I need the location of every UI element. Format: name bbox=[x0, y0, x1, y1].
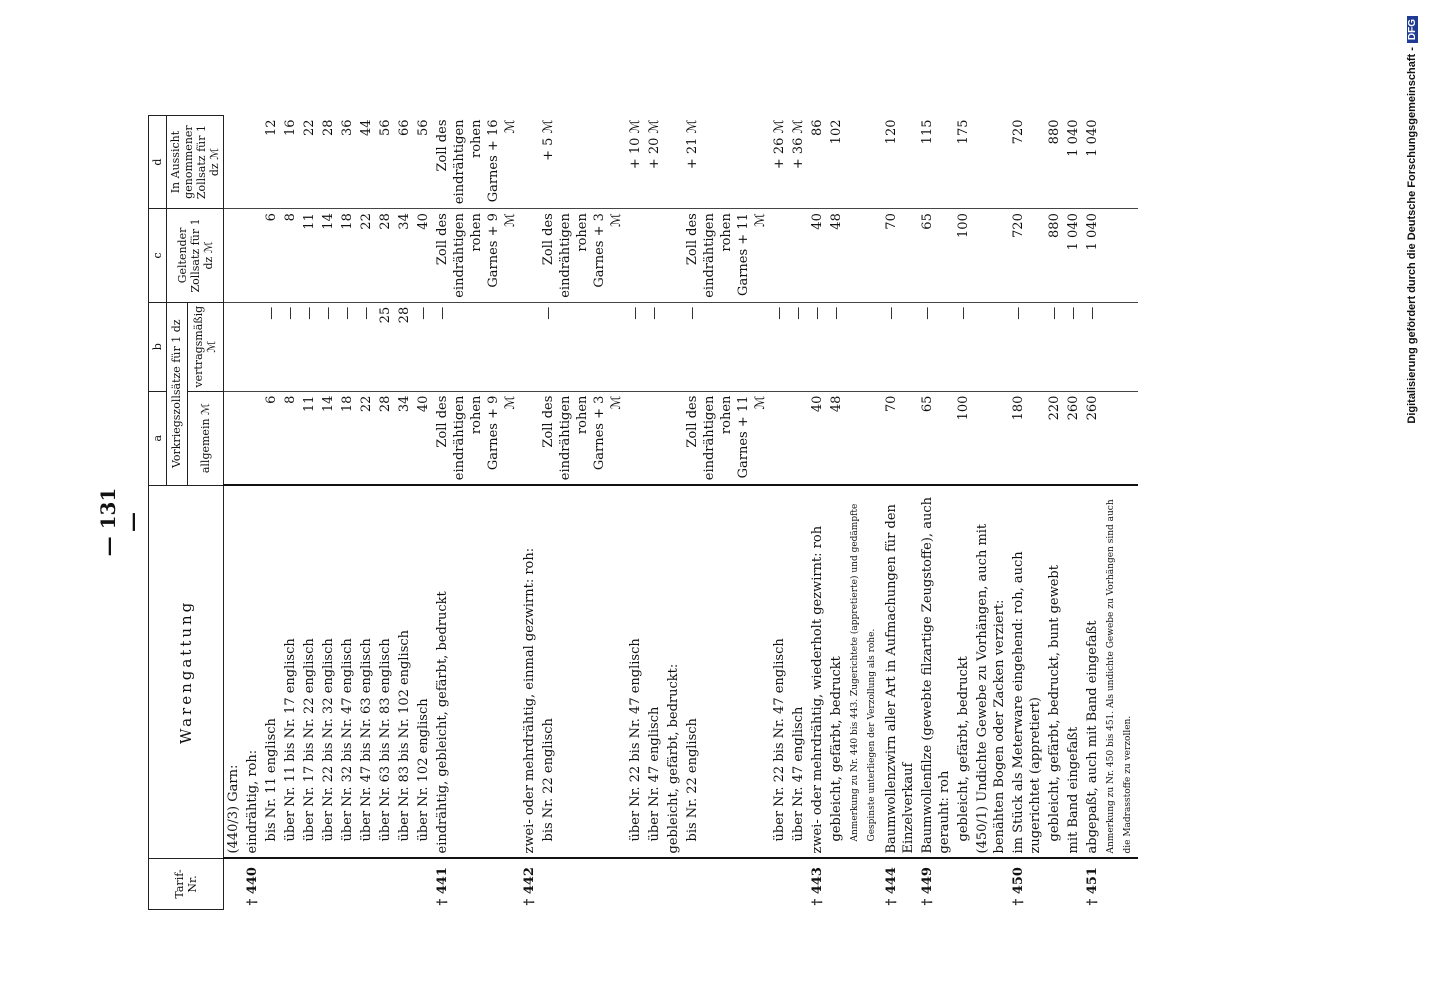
in-aussicht-cell: 12 bbox=[264, 119, 279, 137]
allgemein-cell bbox=[645, 391, 664, 485]
vertragsmaessig-cell bbox=[973, 302, 1009, 391]
table-row bbox=[954, 116, 973, 910]
tarif-nr-cell bbox=[846, 859, 882, 910]
allgemein-cell: 22 bbox=[357, 391, 376, 485]
allgemein-cell: 11 bbox=[300, 391, 319, 485]
warengattung-cell: eindrähtig, gebleicht, gefärbt, bedruckt bbox=[433, 485, 520, 858]
in-aussicht-cell: 720 bbox=[1011, 119, 1026, 145]
dfg-credit-text: Digitalisierung gefördert durch die Deutsche Forschungsgemeinschaft - bbox=[1406, 47, 1418, 424]
warengattung-cell: über Nr. 32 bis Nr. 47 englisch bbox=[338, 485, 357, 858]
tarif-nr-cell: † 441 bbox=[433, 859, 520, 910]
table-row bbox=[539, 116, 626, 910]
table-row bbox=[520, 116, 539, 910]
warengattung-cell: gebleicht, gefärbt, bedruckt bbox=[827, 485, 846, 858]
geltender-cell: Zoll des eindrähtigen rohen Garnes + 3 ℳ bbox=[539, 209, 626, 303]
table-row bbox=[243, 116, 262, 910]
table-row bbox=[770, 116, 789, 910]
table-row bbox=[808, 116, 827, 910]
geltender-cell bbox=[243, 209, 262, 303]
header-letter-a: a bbox=[149, 391, 167, 485]
geltender-cell bbox=[789, 209, 808, 303]
warengattung-cell: über Nr. 11 bis Nr. 17 englisch bbox=[281, 485, 300, 858]
tarif-nr-cell: † 443 bbox=[808, 859, 827, 910]
in-aussicht-cell bbox=[664, 116, 683, 209]
vertragsmaessig-cell: — bbox=[300, 302, 319, 391]
tarif-nr-cell bbox=[664, 859, 683, 910]
warengattung-cell: über Nr. 47 bis Nr. 63 englisch bbox=[357, 485, 376, 858]
geltender-cell: 40 bbox=[414, 209, 433, 303]
table-row bbox=[281, 116, 300, 910]
vertragsmaessig-cell: — bbox=[954, 302, 973, 391]
vertragsmaessig-cell: — bbox=[827, 302, 846, 391]
vertragsmaessig-cell: — bbox=[882, 302, 918, 391]
vertragsmaessig-cell: — bbox=[281, 302, 300, 391]
allgemein-cell: 40 bbox=[414, 391, 433, 485]
vertragsmaessig-cell bbox=[664, 302, 683, 391]
warengattung-cell: gebleicht, gefärbt, bedruckt bbox=[954, 485, 973, 858]
geltender-cell: 34 bbox=[395, 209, 414, 303]
vertragsmaessig-cell: — bbox=[626, 302, 645, 391]
warengattung-cell: eindrähtig, roh: bbox=[243, 485, 262, 858]
vertragsmaessig-cell bbox=[224, 302, 244, 391]
in-aussicht-cell: 36 bbox=[340, 119, 355, 137]
allgemein-cell bbox=[243, 391, 262, 485]
allgemein-cell: Zoll des eindrähtigen rohen Garnes + 9 ℳ bbox=[433, 391, 520, 485]
warengattung-cell: (440/3) Garn: bbox=[224, 485, 244, 858]
in-aussicht-cell: 22 bbox=[302, 119, 317, 137]
warengattung-cell: abgepaßt, auch mit Band eingefaßt bbox=[1083, 485, 1102, 858]
vertragsmaessig-cell: 28 bbox=[395, 302, 414, 391]
in-aussicht-cell: + 26 ℳ bbox=[772, 119, 787, 170]
tarif-nr-cell: † 449 bbox=[918, 859, 954, 910]
allgemein-cell bbox=[664, 391, 683, 485]
geltender-cell: 14 bbox=[319, 209, 338, 303]
header-letter-d: d bbox=[149, 116, 167, 209]
header-letter-c: c bbox=[149, 209, 167, 303]
warengattung-cell: gebleicht, gefärbt, bedruckt, bunt gewebt bbox=[1045, 485, 1064, 858]
geltender-cell: 48 bbox=[827, 209, 846, 303]
table-row bbox=[262, 116, 281, 910]
tarif-nr-cell bbox=[973, 859, 1009, 910]
allgemein-cell bbox=[626, 391, 645, 485]
header-vorkriegszollsaetze: Vorkriegszollsätze für 1 dz bbox=[167, 302, 188, 485]
in-aussicht-cell: 56 bbox=[416, 119, 431, 137]
vertragsmaessig-cell: — bbox=[262, 302, 281, 391]
tarif-nr-cell bbox=[645, 859, 664, 910]
table-row bbox=[1009, 116, 1045, 910]
header-tarif-nr: Tarif-Nr. bbox=[149, 859, 224, 910]
geltender-cell: 100 bbox=[954, 209, 973, 303]
header-warengattung: Warengattung bbox=[149, 485, 224, 858]
tarif-nr-cell: † 442 bbox=[520, 859, 539, 910]
vertragsmaessig-cell: — bbox=[1045, 302, 1064, 391]
tarif-nr-cell: † 450 bbox=[1009, 859, 1045, 910]
tariff-table bbox=[148, 115, 1138, 910]
geltender-cell: Zoll des eindrähtigen rohen Garnes + 9 ℳ bbox=[433, 209, 520, 303]
allgemein-cell: 28 bbox=[376, 391, 395, 485]
warengattung-cell: im Stück als Meterware eingehend: roh, auch zugerichtet (appretiert) bbox=[1009, 485, 1045, 858]
geltender-cell: 720 bbox=[1009, 209, 1045, 303]
table-row bbox=[395, 116, 414, 910]
table-row bbox=[1102, 116, 1138, 910]
vertragsmaessig-cell: — bbox=[918, 302, 954, 391]
warengattung-cell: gebleicht, gefärbt, bedruckt: bbox=[664, 485, 683, 858]
vertragsmaessig-cell: — bbox=[645, 302, 664, 391]
geltender-cell bbox=[520, 209, 539, 303]
dfg-logo: DFG bbox=[1407, 16, 1418, 43]
in-aussicht-cell: + 20 ℳ bbox=[647, 119, 662, 170]
geltender-cell: 65 bbox=[918, 209, 954, 303]
in-aussicht-cell: + 10 ℳ bbox=[628, 119, 643, 170]
vertragsmaessig-cell bbox=[243, 302, 262, 391]
tarif-nr-cell bbox=[827, 859, 846, 910]
warengattung-cell: bis Nr. 11 englisch bbox=[262, 485, 281, 858]
tarif-nr-cell bbox=[1064, 859, 1083, 910]
allgemein-cell: 70 bbox=[882, 391, 918, 485]
geltender-cell bbox=[770, 209, 789, 303]
vertragsmaessig-cell: — bbox=[319, 302, 338, 391]
warengattung-cell: zwei- oder mehrdrähtig, einmal gezwirnt: roh: bbox=[520, 485, 539, 858]
in-aussicht-cell bbox=[1102, 116, 1138, 209]
tarif-nr-cell: † 440 bbox=[243, 859, 262, 910]
tarif-nr-cell bbox=[414, 859, 433, 910]
geltender-cell bbox=[1102, 209, 1138, 303]
allgemein-cell: 100 bbox=[954, 391, 973, 485]
table-row bbox=[357, 116, 376, 910]
table-body bbox=[224, 116, 1139, 910]
warengattung-cell: über Nr. 47 englisch bbox=[789, 485, 808, 858]
geltender-cell: 22 bbox=[357, 209, 376, 303]
page-number-text: — 131 — bbox=[96, 487, 144, 557]
allgemein-cell bbox=[520, 391, 539, 485]
tarif-nr-cell bbox=[1102, 859, 1138, 910]
table-row bbox=[433, 116, 520, 910]
header-letter-b: b bbox=[149, 302, 167, 391]
table-row bbox=[319, 116, 338, 910]
header-allgemein: allgemein ℳ bbox=[187, 391, 223, 485]
table-row bbox=[973, 116, 1009, 910]
tarif-nr-cell: † 444 bbox=[882, 859, 918, 910]
in-aussicht-cell: 120 bbox=[884, 119, 899, 145]
vertragsmaessig-cell: — bbox=[789, 302, 808, 391]
table-row bbox=[376, 116, 395, 910]
tarif-nr-cell bbox=[789, 859, 808, 910]
allgemein-cell: 220 bbox=[1045, 391, 1064, 485]
geltender-cell: 70 bbox=[882, 209, 918, 303]
vertragsmaessig-cell: — bbox=[683, 302, 770, 391]
geltender-cell: Zoll des eindrähtigen rohen Garnes + 11 ℳ bbox=[683, 209, 770, 303]
allgemein-cell: 8 bbox=[281, 391, 300, 485]
allgemein-cell: 48 bbox=[827, 391, 846, 485]
table-row bbox=[224, 116, 244, 910]
in-aussicht-cell: 86 bbox=[810, 119, 825, 137]
warengattung-cell: über Nr. 47 englisch bbox=[645, 485, 664, 858]
vertragsmaessig-cell: — bbox=[357, 302, 376, 391]
in-aussicht-cell: Zoll des eindrähtigen rohen Garnes + 16 ℳ bbox=[435, 119, 518, 205]
in-aussicht-cell: + 21 ℳ bbox=[685, 119, 700, 170]
geltender-cell: 8 bbox=[281, 209, 300, 303]
warengattung-cell: über Nr. 83 bis Nr. 102 englisch bbox=[395, 485, 414, 858]
tarif-nr-cell bbox=[954, 859, 973, 910]
tarif-nr-cell bbox=[357, 859, 376, 910]
geltender-cell: 880 bbox=[1045, 209, 1064, 303]
in-aussicht-cell bbox=[520, 116, 539, 209]
tarif-nr-cell bbox=[376, 859, 395, 910]
vertragsmaessig-cell: — bbox=[338, 302, 357, 391]
vertragsmaessig-cell bbox=[520, 302, 539, 391]
warengattung-cell: Baumwollenzwirn aller Art in Aufmachungen für den Einzelverkauf bbox=[882, 485, 918, 858]
allgemein-cell: Zoll des eindrähtigen rohen Garnes + 11 ℳ bbox=[683, 391, 770, 485]
header-vertragsmaessig: vertragsmäßig ℳ bbox=[187, 302, 223, 391]
allgemein-cell bbox=[973, 391, 1009, 485]
in-aussicht-cell: 175 bbox=[956, 119, 971, 145]
in-aussicht-cell: 1 040 bbox=[1085, 119, 1100, 157]
allgemein-cell bbox=[846, 391, 882, 485]
warengattung-cell: über Nr. 63 bis Nr. 83 englisch bbox=[376, 485, 395, 858]
geltender-cell: 1 040 bbox=[1064, 209, 1083, 303]
geltender-cell bbox=[664, 209, 683, 303]
tarif-nr-cell bbox=[626, 859, 645, 910]
tarif-nr-cell bbox=[770, 859, 789, 910]
allgemein-cell bbox=[789, 391, 808, 485]
table-row bbox=[338, 116, 357, 910]
warengattung-cell: mit Band eingefaßt bbox=[1064, 485, 1083, 858]
allgemein-cell bbox=[224, 391, 244, 485]
table-row bbox=[1083, 116, 1102, 910]
geltender-cell bbox=[973, 209, 1009, 303]
warengattung-cell: Baumwollenfilze (gewebte filzartige Zeugstoffe), auch gerauht: roh bbox=[918, 485, 954, 858]
allgemein-cell: 260 bbox=[1083, 391, 1102, 485]
allgemein-cell: 34 bbox=[395, 391, 414, 485]
tarif-nr-cell bbox=[319, 859, 338, 910]
table-row bbox=[645, 116, 664, 910]
tarif-nr-cell bbox=[338, 859, 357, 910]
geltender-cell: 40 bbox=[808, 209, 827, 303]
geltender-cell: 11 bbox=[300, 209, 319, 303]
tarif-nr-cell bbox=[683, 859, 770, 910]
table-row bbox=[827, 116, 846, 910]
warengattung-cell: bis Nr. 22 englisch bbox=[539, 485, 626, 858]
in-aussicht-cell: 1 040 bbox=[1066, 119, 1081, 157]
warengattung-cell: zwei- oder mehrdrähtig, wiederholt gezwirnt: roh bbox=[808, 485, 827, 858]
in-aussicht-cell bbox=[973, 116, 1009, 209]
geltender-cell: 6 bbox=[262, 209, 281, 303]
geltender-cell bbox=[626, 209, 645, 303]
warengattung-cell: über Nr. 22 bis Nr. 47 englisch bbox=[770, 485, 789, 858]
warengattung-cell: über Nr. 17 bis Nr. 22 englisch bbox=[300, 485, 319, 858]
table-row bbox=[918, 116, 954, 910]
table-row bbox=[626, 116, 645, 910]
vertragsmaessig-cell: — bbox=[539, 302, 626, 391]
allgemein-cell: 40 bbox=[808, 391, 827, 485]
in-aussicht-cell: 44 bbox=[359, 119, 374, 137]
in-aussicht-cell: 102 bbox=[829, 119, 844, 145]
tarif-nr-cell: † 451 bbox=[1083, 859, 1102, 910]
table-row bbox=[300, 116, 319, 910]
vertragsmaessig-cell: — bbox=[1083, 302, 1102, 391]
warengattung-cell: Anmerkung zu Nr. 450 bis 451. Als undichte Gewebe zu Vorhängen sind auch die Madrasstoffe zu verzollen. bbox=[1102, 485, 1138, 858]
allgemein-cell: 18 bbox=[338, 391, 357, 485]
vertragsmaessig-cell: 25 bbox=[376, 302, 395, 391]
vertragsmaessig-cell: — bbox=[808, 302, 827, 391]
tarif-nr-cell bbox=[300, 859, 319, 910]
geltender-cell: 1 040 bbox=[1083, 209, 1102, 303]
warengattung-cell: bis Nr. 22 englisch bbox=[683, 485, 770, 858]
allgemein-cell bbox=[1102, 391, 1138, 485]
geltender-cell bbox=[846, 209, 882, 303]
allgemein-cell: 65 bbox=[918, 391, 954, 485]
vertragsmaessig-cell: — bbox=[433, 302, 520, 391]
header-in-aussicht-zollsatz: In Aussicht genommener Zollsatz für 1 dz ℳ bbox=[167, 116, 224, 209]
tarif-nr-cell bbox=[539, 859, 626, 910]
table-row bbox=[664, 116, 683, 910]
in-aussicht-cell: 115 bbox=[920, 119, 935, 145]
in-aussicht-cell: 16 bbox=[283, 119, 298, 137]
in-aussicht-cell: + 5 ℳ bbox=[541, 119, 556, 161]
table-row bbox=[683, 116, 770, 910]
in-aussicht-cell bbox=[243, 116, 262, 209]
tarif-nr-cell bbox=[1045, 859, 1064, 910]
geltender-cell: 28 bbox=[376, 209, 395, 303]
tarif-nr-cell bbox=[281, 859, 300, 910]
table-row bbox=[1064, 116, 1083, 910]
table-row bbox=[846, 116, 882, 910]
in-aussicht-cell bbox=[846, 116, 882, 209]
in-aussicht-cell: 28 bbox=[321, 119, 336, 137]
table-row bbox=[1045, 116, 1064, 910]
warengattung-cell: über Nr. 102 englisch bbox=[414, 485, 433, 858]
tarif-nr-cell bbox=[224, 859, 244, 910]
warengattung-cell: über Nr. 22 bis Nr. 32 englisch bbox=[319, 485, 338, 858]
allgemein-cell: 180 bbox=[1009, 391, 1045, 485]
table-row bbox=[414, 116, 433, 910]
tariff-table-container bbox=[148, 115, 1313, 910]
allgemein-cell: 14 bbox=[319, 391, 338, 485]
geltender-cell bbox=[224, 209, 244, 303]
dfg-sidebar bbox=[1406, 0, 1434, 1000]
allgemein-cell: 6 bbox=[262, 391, 281, 485]
allgemein-cell bbox=[770, 391, 789, 485]
geltender-cell: 18 bbox=[338, 209, 357, 303]
in-aussicht-cell bbox=[224, 116, 244, 209]
vertragsmaessig-cell bbox=[1102, 302, 1138, 391]
vertragsmaessig-cell bbox=[846, 302, 882, 391]
vertragsmaessig-cell: — bbox=[1064, 302, 1083, 391]
vertragsmaessig-cell: — bbox=[1009, 302, 1045, 391]
allgemein-cell: Zoll des eindrähtigen rohen Garnes + 3 ℳ bbox=[539, 391, 626, 485]
in-aussicht-cell: 56 bbox=[378, 119, 393, 137]
geltender-cell bbox=[645, 209, 664, 303]
table-row bbox=[789, 116, 808, 910]
in-aussicht-cell: 66 bbox=[397, 119, 412, 137]
page-number bbox=[85, 487, 155, 557]
vertragsmaessig-cell: — bbox=[414, 302, 433, 391]
in-aussicht-cell: 880 bbox=[1047, 119, 1062, 145]
warengattung-cell: (450/1) Undichte Gewebe zu Vorhängen, auch mit benähten Bogen oder Zacken verziert: bbox=[973, 485, 1009, 858]
in-aussicht-cell: + 36 ℳ bbox=[791, 119, 806, 170]
table-row bbox=[882, 116, 918, 910]
warengattung-cell: Anmerkung zu Nr. 440 bis 443. Zugerichtete (appretierte) und gedämpfte Gespinste unterliegen der Verzollung als rohe. bbox=[846, 485, 882, 858]
tarif-nr-cell bbox=[262, 859, 281, 910]
tarif-nr-cell bbox=[395, 859, 414, 910]
vertragsmaessig-cell: — bbox=[770, 302, 789, 391]
warengattung-cell: über Nr. 22 bis Nr. 47 englisch bbox=[626, 485, 645, 858]
allgemein-cell: 260 bbox=[1064, 391, 1083, 485]
header-geltender-zollsatz: Geltender Zollsatz für 1 dz ℳ bbox=[167, 209, 224, 303]
